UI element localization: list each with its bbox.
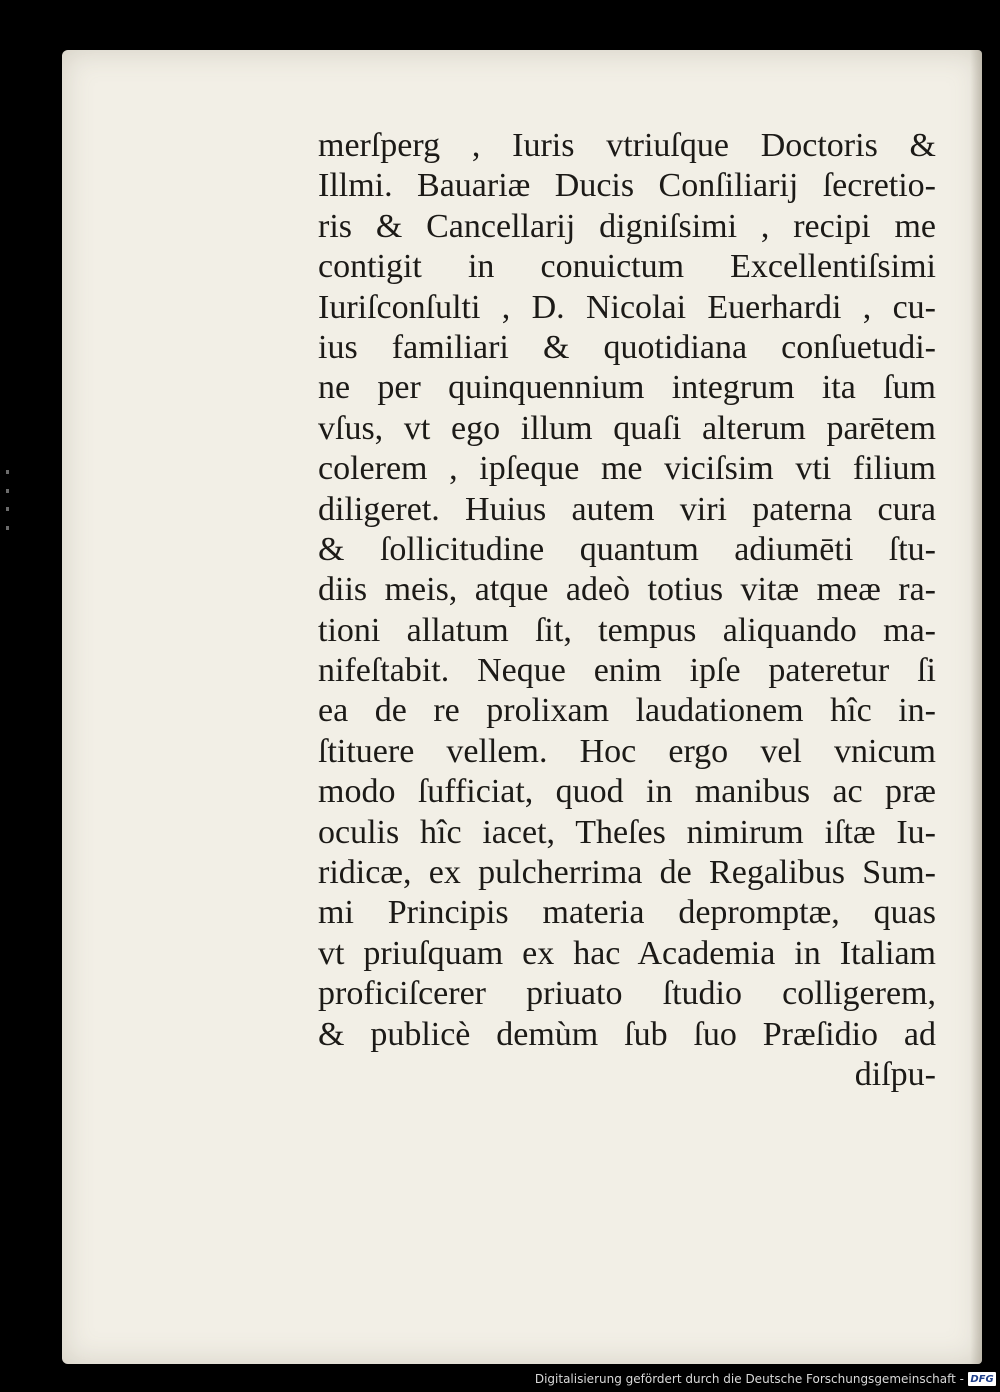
scan-mark (6, 507, 9, 511)
text-line: Illmi. Bauariæ Ducis Conſiliarij ſecretio- (318, 167, 936, 205)
text-line: Iuriſconſulti , D. Nicolai Euerhardi , cu- (318, 288, 936, 326)
text-line: & publicè demùm ſub ſuo Præſidio ad (318, 1015, 936, 1053)
text-line: colerem , ipſeque me viciſsim vti filium (318, 450, 936, 488)
text-line: ea de re prolixam laudationem hîc in- (318, 692, 936, 730)
text-line: diis meis, atque adeò totius vitæ meæ ra- (318, 571, 936, 609)
page-edge-shadow (970, 50, 982, 1364)
credit-text: Digitalisierung gefördert durch die Deutsche Forschungsgemeinschaft - (534, 1372, 964, 1386)
digitization-credit (535, 1368, 996, 1390)
text-line: & ſollicitudine quantum adiumēti ſtu- (318, 530, 936, 568)
text-line: contigit in conuictum Excellentiſsimi (318, 248, 936, 286)
scan-edge-marks (6, 470, 10, 530)
text-line: ne per quinquennium integrum ita ſum (318, 369, 936, 407)
dfg-logo-icon: DFG (968, 1372, 996, 1386)
text-line: merſperg , Iuris vtriuſque Doctoris & (318, 127, 936, 164)
scan-mark (6, 526, 9, 530)
text-line: proficiſcerer priuato ſtudio colligerem, (318, 975, 936, 1013)
text-line: ris & Cancellarij digniſsimi , recipi me (318, 207, 936, 245)
text-line: ius familiari & quotidiana conſuetudi- (318, 328, 936, 366)
text-line: modo ſufficiat, quod in manibus ac præ (318, 773, 936, 811)
body-text (318, 126, 936, 1095)
scan-mark (6, 489, 9, 493)
scan-mark (6, 470, 9, 474)
text-line: vſus, vt ego illum quaſi alterum parētem (318, 409, 936, 447)
book-page (62, 50, 982, 1364)
text-line: nifeſtabit. Neque enim ipſe pateretur ſi (318, 652, 936, 690)
text-line: ſtituere vellem. Hoc ergo vel vnicum (318, 732, 936, 770)
text-line: tioni allatum ſit, tempus aliquando ma- (318, 611, 936, 649)
catchword: diſpu- (854, 1055, 936, 1093)
text-line: mi Principis materia depromptæ, quas (318, 894, 936, 932)
text-line: diligeret. Huius autem viri paterna cura (318, 490, 936, 528)
text-line: vt priuſquam ex hac Academia in Italiam (318, 934, 936, 972)
text-line: oculis hîc iacet, Theſes nimirum iſtæ Iu- (318, 813, 936, 851)
text-line: ridicæ, ex pulcherrima de Regalibus Sum- (318, 854, 936, 892)
